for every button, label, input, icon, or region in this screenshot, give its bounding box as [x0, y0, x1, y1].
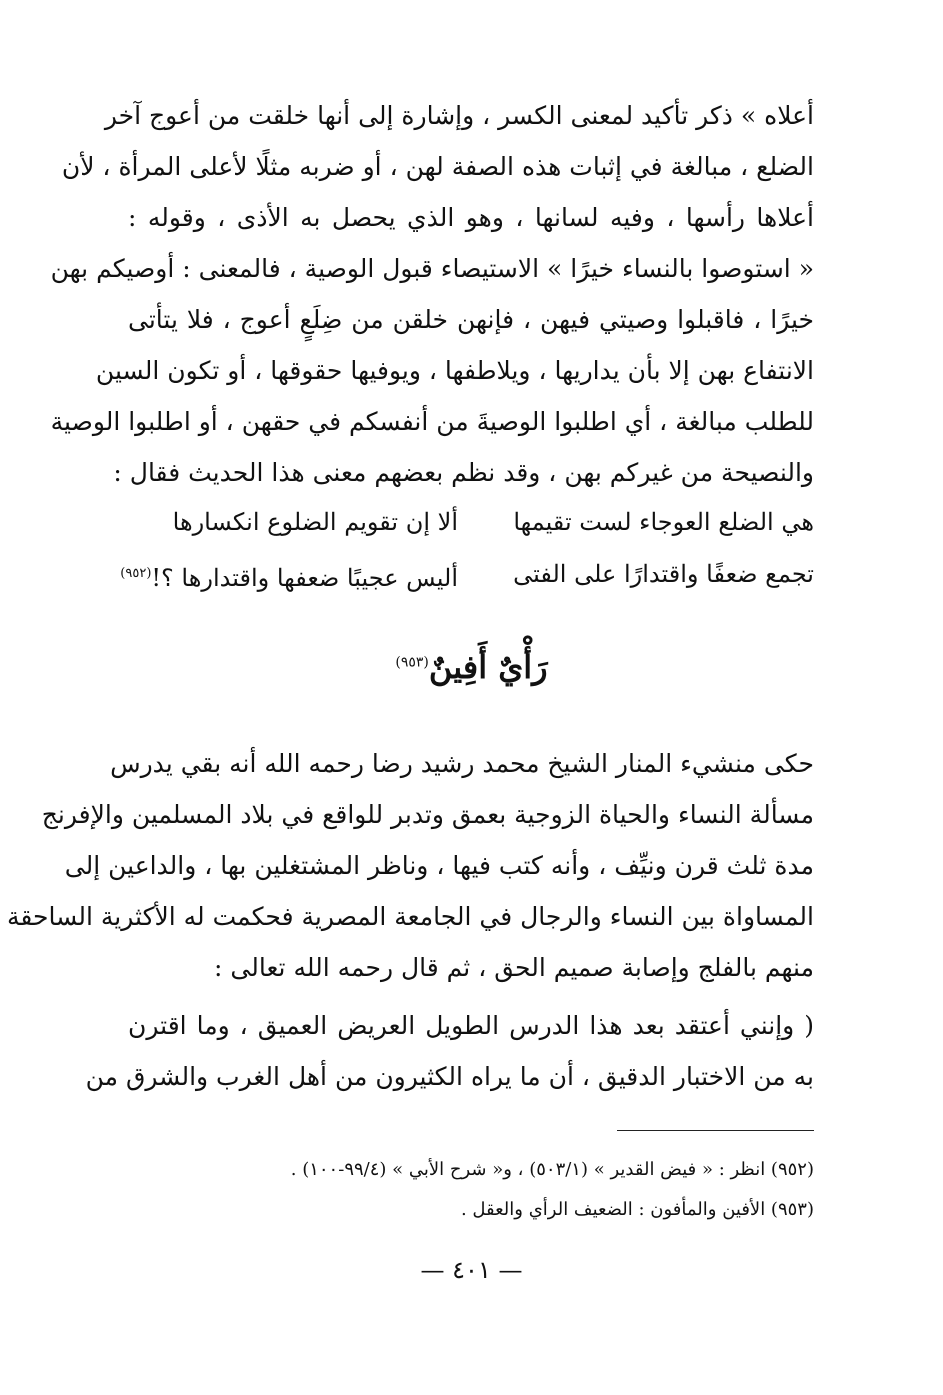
section-title: رَأْيٌ أَفِينٌ: [428, 648, 548, 686]
footnote-reference[interactable]: (٩٥٣): [395, 654, 429, 671]
verse-first-hemistich: هي الضلع العوجاء لست تقيمها: [513, 508, 814, 536]
footnote-reference[interactable]: (٩٥٢): [120, 566, 152, 581]
footnote-953: (٩٥٣) الأفين والمأفون : الضعيف الرأي والعقل .: [460, 1199, 814, 1220]
verse-second-hemistich: ألا إن تقويم الضلوع انكسارها: [172, 508, 458, 536]
text-line: للطلب مبالغة ، أي اطلبوا الوصيةَ من أنفسكم في حقهن ، أو اطلبوا الوصية: [50, 407, 814, 436]
verse-second-hemistich: [120, 548, 458, 604]
paragraph-hadith-commentary: [50, 90, 814, 498]
page-number: — ٤٠١ —: [420, 1256, 523, 1284]
text-line: المساواة بين النساء والرجال في الجامعة المصرية فحكمت له الأكثرية الساحقة: [6, 902, 814, 931]
section-heading: [0, 648, 943, 686]
text-line: الانتفاع بهن إلا بأن يداريها ، ويلاطفها ، ويوفيها حقوقها ، أو تكون السين: [95, 356, 814, 385]
text-line: حكى منشيء المنار الشيخ محمد رشيد رضا رحمه الله أنه بقي يدرس: [110, 749, 814, 778]
footnotes: [128, 1150, 814, 1230]
text-line: ( وإنني أعتقد بعد هذا الدرس الطويل العريض العميق ، وما اقترن: [128, 1011, 814, 1040]
paragraph-quote: [85, 1000, 814, 1102]
text-line: والنصيحة من غيركم بهن ، وقد نظم بعضهم معنى هذا الحديث فقال :: [113, 458, 814, 487]
footnote-952: (٩٥٢) انظر : « فيض القدير » (٥٠٣/١) ، و« شرح الأبي » (٩٩/٤-١٠٠) .: [290, 1159, 814, 1180]
text-line: أعلاها رأسها ، وفيه لسانها ، وهو الذي يحصل به الأذى ، وقوله :: [128, 203, 814, 232]
paragraph-rashid-rida: [6, 738, 814, 993]
text-line: « استوصوا بالنساء خيرًا » الاستيصاء قبول الوصية ، فالمعنى : أوصيكم بهن: [50, 254, 814, 283]
poem-verse-1: [128, 496, 814, 548]
text-line: أعلاه » ذكر تأكيد لمعنى الكسر ، وإشارة إلى أنها خلقت من أعوج آخر: [104, 101, 814, 130]
text-line: منهم بالفلج وإصابة صميم الحق ، ثم قال رحمه الله تعالى :: [214, 953, 814, 982]
verse-first-hemistich: تجمع ضعفًا واقتدارًا على الفتى: [513, 560, 814, 588]
text-line: خيرًا ، فاقبلوا وصيتي فيهن ، فإنهن خلقن من ضِلَعٍ أعوج ، فلا يتأتى: [128, 305, 814, 334]
text-line: مدة ثلث قرن ونيِّف ، وأنه كتب فيها ، وناظر المشتغلين بها ، والداعين إلى: [64, 851, 814, 880]
poem-verse-2: [120, 548, 814, 604]
text-line: به من الاختبار الدقيق ، أن ما يراه الكثيرون من أهل الغرب والشرق من: [85, 1062, 814, 1091]
verse-text: أليس عجيبًا ضعفها واقتدارها ؟!: [151, 564, 458, 592]
footnote-separator: [617, 1130, 814, 1131]
text-line: مسألة النساء والحياة الزوجية بعمق وتدبر للواقع في بلاد المسلمين والإفرنج: [41, 800, 814, 829]
poem-block: [120, 496, 814, 604]
text-line: الضلع ، مبالغة في إثبات هذه الصفة لهن ، أو ضربه مثلًا لأعلى المرأة ، لأن: [61, 152, 814, 181]
